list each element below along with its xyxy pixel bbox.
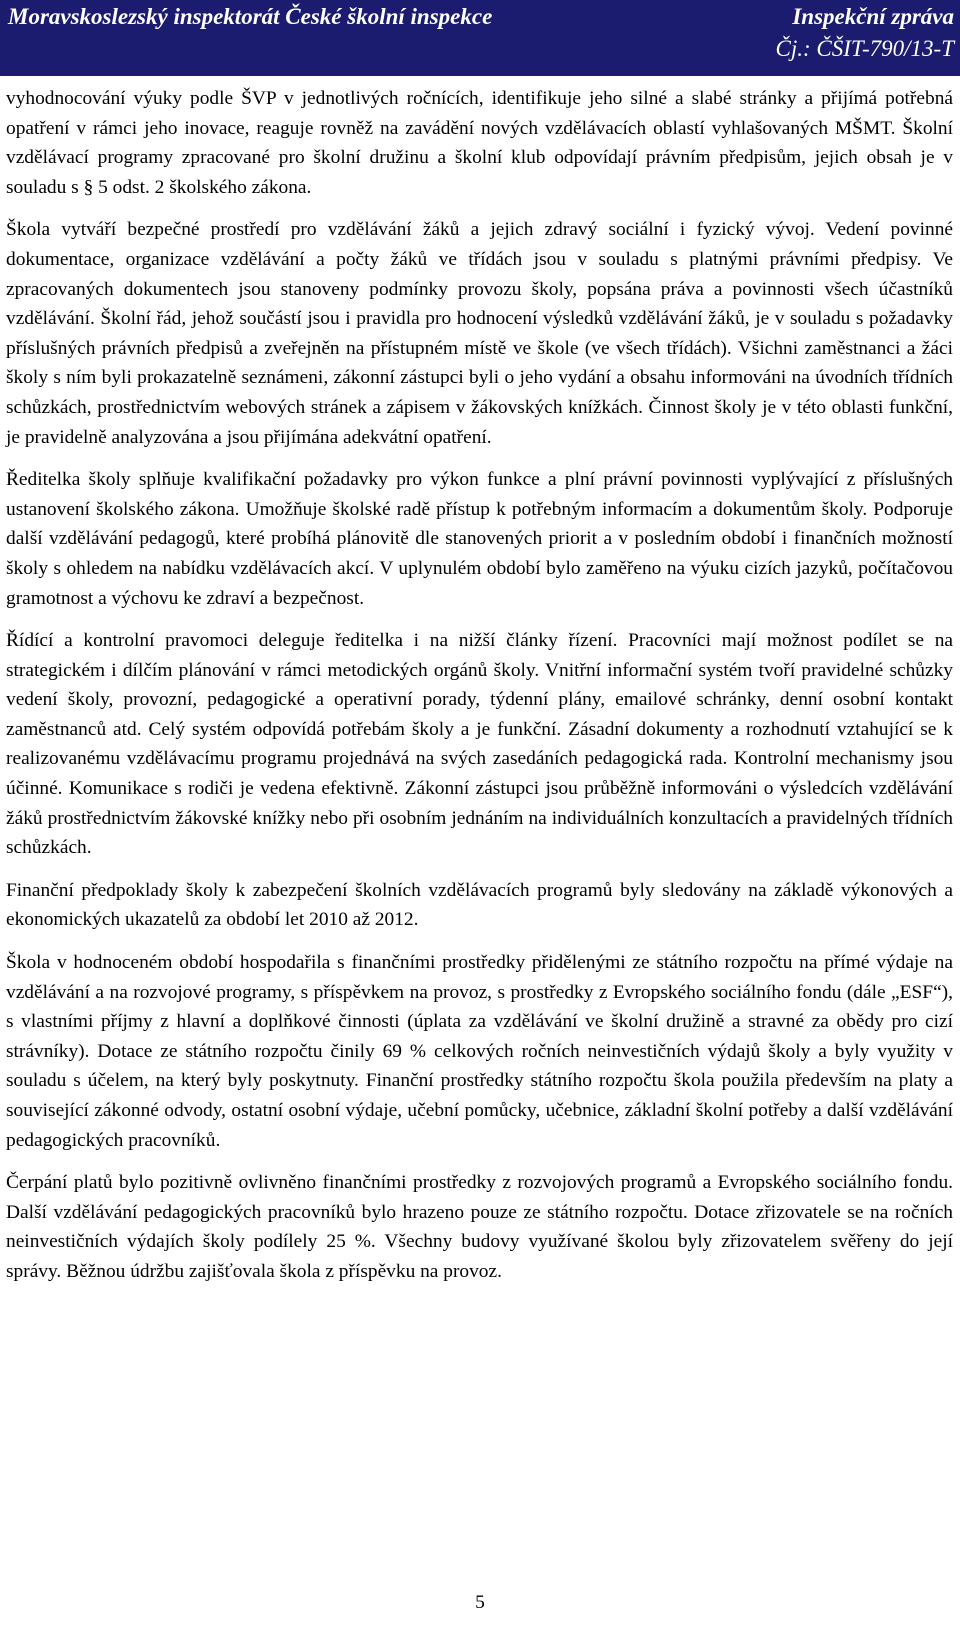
paragraph: Řídící a kontrolní pravomoci deleguje ředitelka i na nižší články řízení. Pracovníci mají možnost podílet se na strategickém i dílčím plánování v rámci metodických orgánů školy. Vnitřní informační systém tvoří pravidelné schůzky vedení školy, provozní, pedagogické a operativní porady, týdenní plány, emailové schránky, denní osobní kontakt zaměstnanců atd. Celý systém odpovídá potřebám školy a je funkční. Zásadní dokumenty a rozhodnutí vztahující se k realizovanému vzdělávacímu programu projednává na svých zasedáních pedagogická rada. Kontrolní mechanismy jsou účinné. Komunikace s rodiči je vedena efektivně. Zákonní zástupci jsou průběžně informováni o výsledcích vzdělávání žáků prostřednictvím žákovské knížky nebo při osobním jednáním na individuálních konzultacích a pravidelných třídních schůzkách. — [6, 630, 953, 859]
paragraph: Škola vytváří bezpečné prostředí pro vzdělávání žáků a jejich zdravý sociální i fyzický vývoj. Vedení povinné dokumentace, organizace vzdělávání a počty žáků ve třídách jsou v souladu s platnými právními předpisy. Ve zpracovaných dokumentech jsou stanoveny podmínky provozu školy, popsána práva a povinnosti všech účastníků vzdělávání. Školní řád, jehož součástí jsou i pravidla pro hodnocení výsledků vzdělávání žáků, je v souladu s požadavky příslušných právních předpisů a zveřejněn na přístupném místě ve škole (ve všech třídách). Všichni zaměstnanci a žáci školy s ním byli prokazatelně seznámeni, zákonní zástupci byli o jeho vydání a obsahu informováni na úvodních třídních schůzkách, prostřednictvím webových stránek a zápisem v žákovských knížkách. Činnost školy je v této oblasti funkční, je pravidelně analyzována a jsou přijímána adekvátní opatření. — [6, 219, 953, 448]
reference-number: Čj.: ČŠIT-790/13-T — [775, 36, 954, 61]
paragraph: Finanční předpoklady školy k zabezpečení školních vzdělávacích programů byly sledovány na základě výkonových a ekonomických ukazatelů za období let 2010 až 2012. — [6, 879, 953, 931]
paragraph: Škola v hodnoceném období hospodařila s finančními prostředky přidělenými ze státního rozpočtu na přímé výdaje na vzdělávání a na rozvojové programy, s příspěvkem na provoz, s prostředky z Evropského sociálního fondu (dále „ESF“), s vlastními příjmy z hlavní a doplňkové činnosti (úplata za vzdělávání ve školní družině a stravné za obědy pro cizí strávníky). Dotace ze státního rozpočtu činily 69 % celkových ročních neinvestičních výdajů školy a byly využity v souladu s účelem, na který byly poskytnuty. Finanční prostředky státního rozpočtu škola použila především na platy a související zákonné odvody, ostatní osobní výdaje, učební pomůcky, učebnice, základní školní potřeby a další vzdělávání pedagogických pracovníků. — [6, 952, 953, 1151]
paragraph: Čerpání platů bylo pozitivně ovlivněno finančními prostředky z rozvojových programů a Evropského sociálního fondu. Další vzdělávání pedagogických pracovníků bylo hrazeno pouze ze státního rozpočtu. Dotace zřizovatele se na ročních neinvestičních výdajích školy podílely 25 %. Všechny budovy využívané školou byly zřizovatelem svěřeny do její správy. Běžnou údržbu zajišťovala škola z příspěvku na provoz. — [6, 1172, 953, 1282]
paragraph: Ředitelka školy splňuje kvalifikační požadavky pro výkon funkce a plní právní povinnosti vyplývající z příslušných ustanovení školského zákona. Umožňuje školské radě přístup k potřebným informacím a dokumentům školy. Podporuje další vzdělávání pedagogů, které probíhá plánovitě dle stanovených priorit a v posledním období i finančních možností školy s ohledem na nabídku vzdělávacích akcí. V uplynulém období bylo zaměřeno na výuku cizích jazyků, počítačovou gramotnost a výchovu ke zdraví a bezpečnost. — [6, 469, 953, 609]
paragraph: vyhodnocování výuky podle ŠVP v jednotlivých ročnících, identifikuje jeho silné a slabé stránky a přijímá potřebná opatření v rámci jeho inovace, reaguje rovněž na zavádění nových vzdělávacích oblastí vyhlašovaných MŠMT. Školní vzdělávací programy zpracované pro školní družinu a školní klub odpovídají právním předpisům, jejich obsah je v souladu s § 5 odst. 2 školského zákona. — [6, 88, 953, 198]
document-type: Inspekční zpráva — [792, 4, 954, 29]
page-header — [0, 0, 960, 76]
page-number: 5 — [475, 1592, 485, 1613]
document-body — [6, 84, 953, 1300]
inspectorate-name: Moravskoslezský inspektorát České školní inspekce — [8, 4, 493, 29]
